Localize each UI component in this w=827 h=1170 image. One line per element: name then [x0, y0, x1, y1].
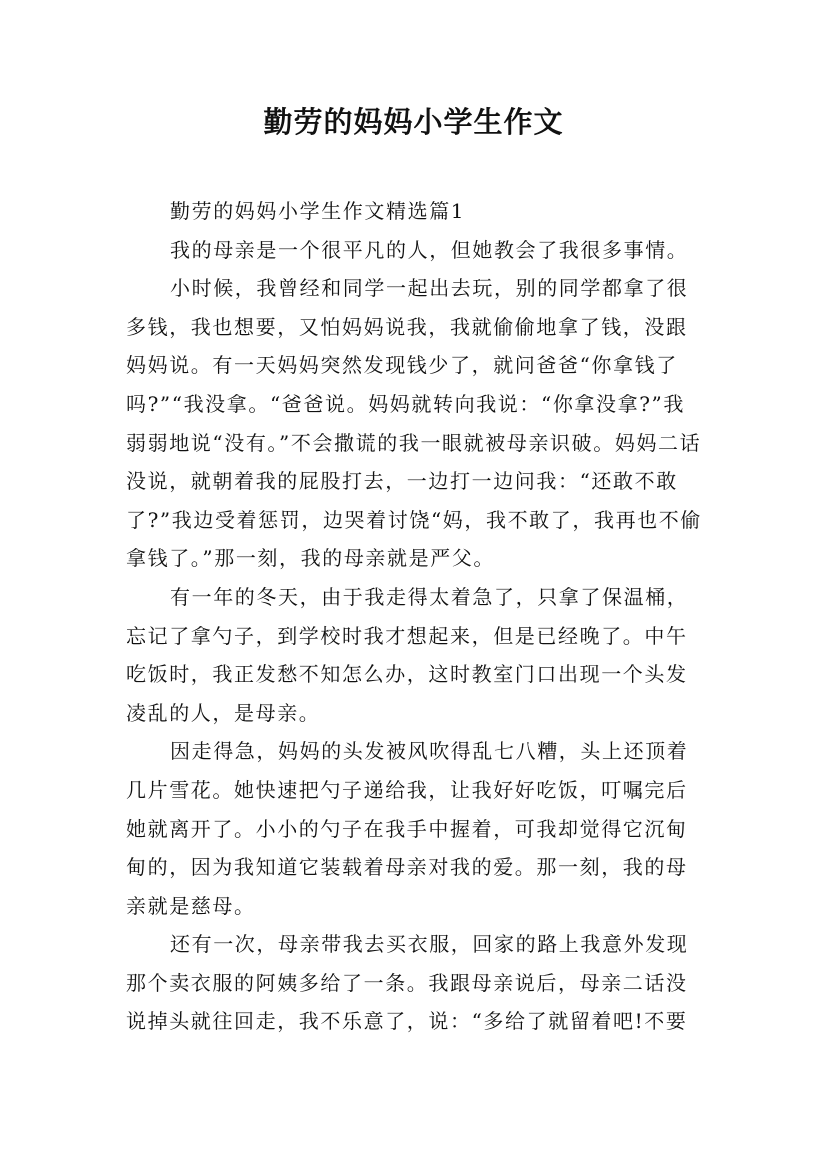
paragraph-2: 小时候，我曾经和同学一起出去玩，别的同学都拿了很多钱，我也想要，又怕妈妈说我，我就偷偷地拿了钱，没跟妈妈说。有一天妈妈突然发现钱少了，就问爸爸“你拿钱了吗?”“我没拿。“爸爸说。妈妈就转向我说：“你拿没拿?”我弱弱地说“没有。”不会撒谎的我一眼就被母亲识破。妈妈二话没说，就朝着我的屁股打去，一边打一边问我：“还敢不敢了?”我边受着惩罚，边哭着讨饶“妈，我不敢了，我再也不偷拿钱了。”那一刻，我的母亲就是严父。 — [126, 276, 702, 571]
document-title: 勤劳的妈妈小学生作文 — [263, 105, 564, 139]
paragraph-1: 我的母亲是一个很平凡的人，但她教会了我很多事情。 — [170, 237, 689, 262]
paragraph-5: 还有一次，母亲带我去买衣服，回家的路上我意外发现那个卖衣服的阿姨多给了一条。我跟母亲说后，母亲二话没说掉头就往回走，我不乐意了，说：“多给了就留着吧!不要 — [126, 932, 689, 1034]
document-body — [126, 192, 706, 1041]
paragraph-3: 有一年的冬天，由于我走得太着急了，只拿了保温桶，忘记了拿勺子，到学校时我才想起来，但是已经晚了。中午吃饭时，我正发愁不知怎么办，这时教室门口出现一个头发凌乱的人，是母亲。 — [126, 584, 689, 725]
paragraph-4: 因走得急，妈妈的头发被风吹得乱七八糟，头上还顶着几片雪花。她快速把勺子递给我，让我好好吃饭，叮嘱完后她就离开了。小小的勺子在我手中握着，可我却觉得它沉甸甸的，因为我知道它装载着母亲对我的爱。那一刻，我的母亲就是慈母。 — [126, 739, 689, 918]
section-heading: 勤劳的妈妈小学生作文精选篇1 — [170, 199, 466, 223]
